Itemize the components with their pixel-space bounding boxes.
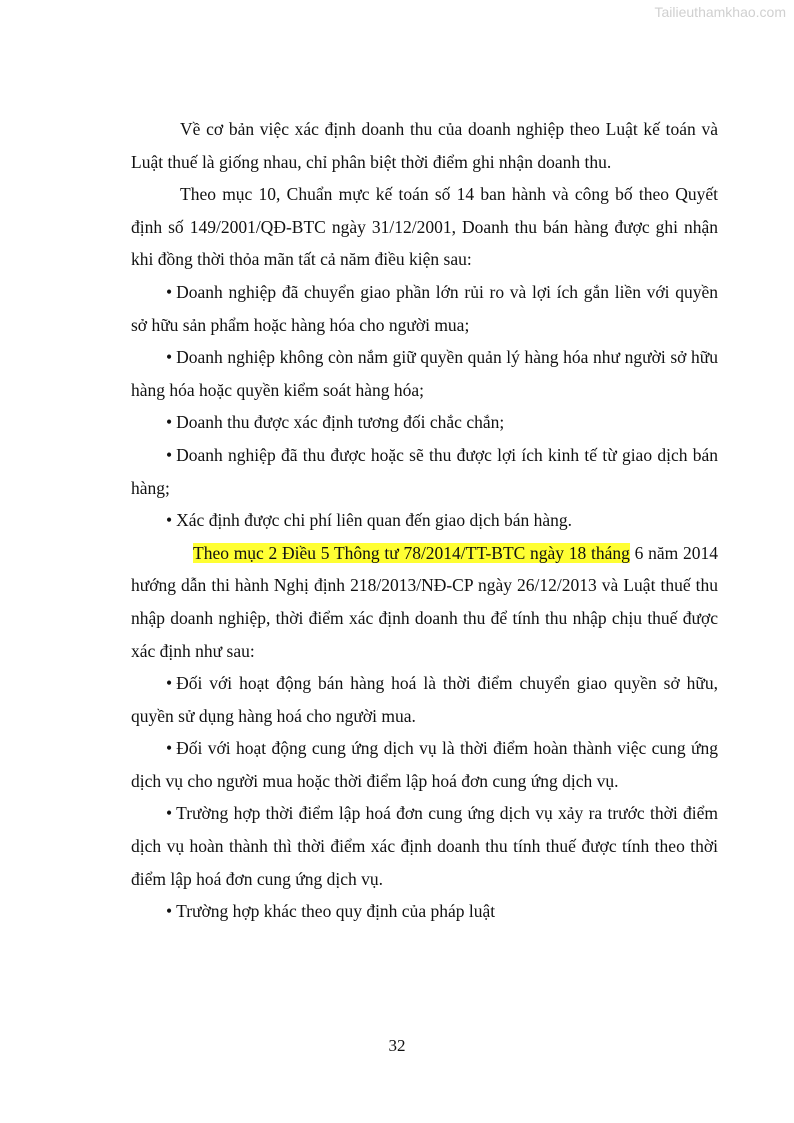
bullet-item: • Trường hợp khác theo quy định của pháp luật: [131, 895, 718, 928]
bullet-item: • Doanh thu được xác định tương đối chắc chắn;: [131, 406, 718, 439]
paragraph-text: 6 năm 2014 hướng dẫn thi hành Nghị định 218/2013/NĐ-CP ngày 26/12/2013 và Luật thuế thu nhập doanh nghiệp, thời điểm xác định doanh thu để tính thu nhập chịu thuế được xác định như sau:: [131, 542, 718, 661]
bullet-item: • Xác định được chi phí liên quan đến giao dịch bán hàng.: [131, 504, 718, 537]
bullet-item: • Doanh nghiệp đã thu được hoặc sẽ thu được lợi ích kinh tế từ giao dịch bán hàng;: [131, 439, 718, 504]
document-body: [131, 113, 718, 928]
paragraph: Theo mục 10, Chuẩn mực kế toán số 14 ban hành và công bố theo Quyết định số 149/2001/QĐ-BTC ngày 31/12/2001, Doanh thu bán hàng được ghi nhận khi đồng thời thỏa mãn tất cả năm điều kiện sau:: [131, 184, 718, 270]
bullet-item: • Doanh nghiệp đã chuyển giao phần lớn rủi ro và lợi ích gắn liền với quyền sở hữu sản phẩm hoặc hàng hóa cho người mua;: [131, 276, 718, 341]
bullet-item: • Đối với hoạt động cung ứng dịch vụ là thời điểm hoàn thành việc cung ứng dịch vụ cho người mua hoặc thời điểm lập hoá đơn cung ứng dịch vụ.: [131, 732, 718, 797]
paragraph: Về cơ bản việc xác định doanh thu của doanh nghiệp theo Luật kế toán và Luật thuế là giống nhau, chỉ phân biệt thời điểm ghi nhận doanh thu.: [131, 119, 718, 172]
highlighted-text: Theo mục 2 Điều 5 Thông tư 78/2014/TT-BTC ngày 18 tháng: [193, 542, 630, 563]
bullet-item: • Đối với hoạt động bán hàng hoá là thời điểm chuyển giao quyền sở hữu, quyền sử dụng hàng hoá cho người mua.: [131, 667, 718, 732]
bullet-item: • Doanh nghiệp không còn nắm giữ quyền quản lý hàng hóa như người sở hữu hàng hóa hoặc quyền kiểm soát hàng hóa;: [131, 341, 718, 406]
bullet-item: • Trường hợp thời điểm lập hoá đơn cung ứng dịch vụ xảy ra trước thời điểm dịch vụ hoàn thành thì thời điểm xác định doanh thu tính thuế được tính theo thời điểm lập hoá đơn cung ứng dịch vụ.: [131, 797, 718, 895]
page-number: 32: [388, 1036, 406, 1055]
paragraph-highlighted: [131, 537, 718, 667]
watermark: Tailieuthamkhao.com: [654, 4, 786, 20]
